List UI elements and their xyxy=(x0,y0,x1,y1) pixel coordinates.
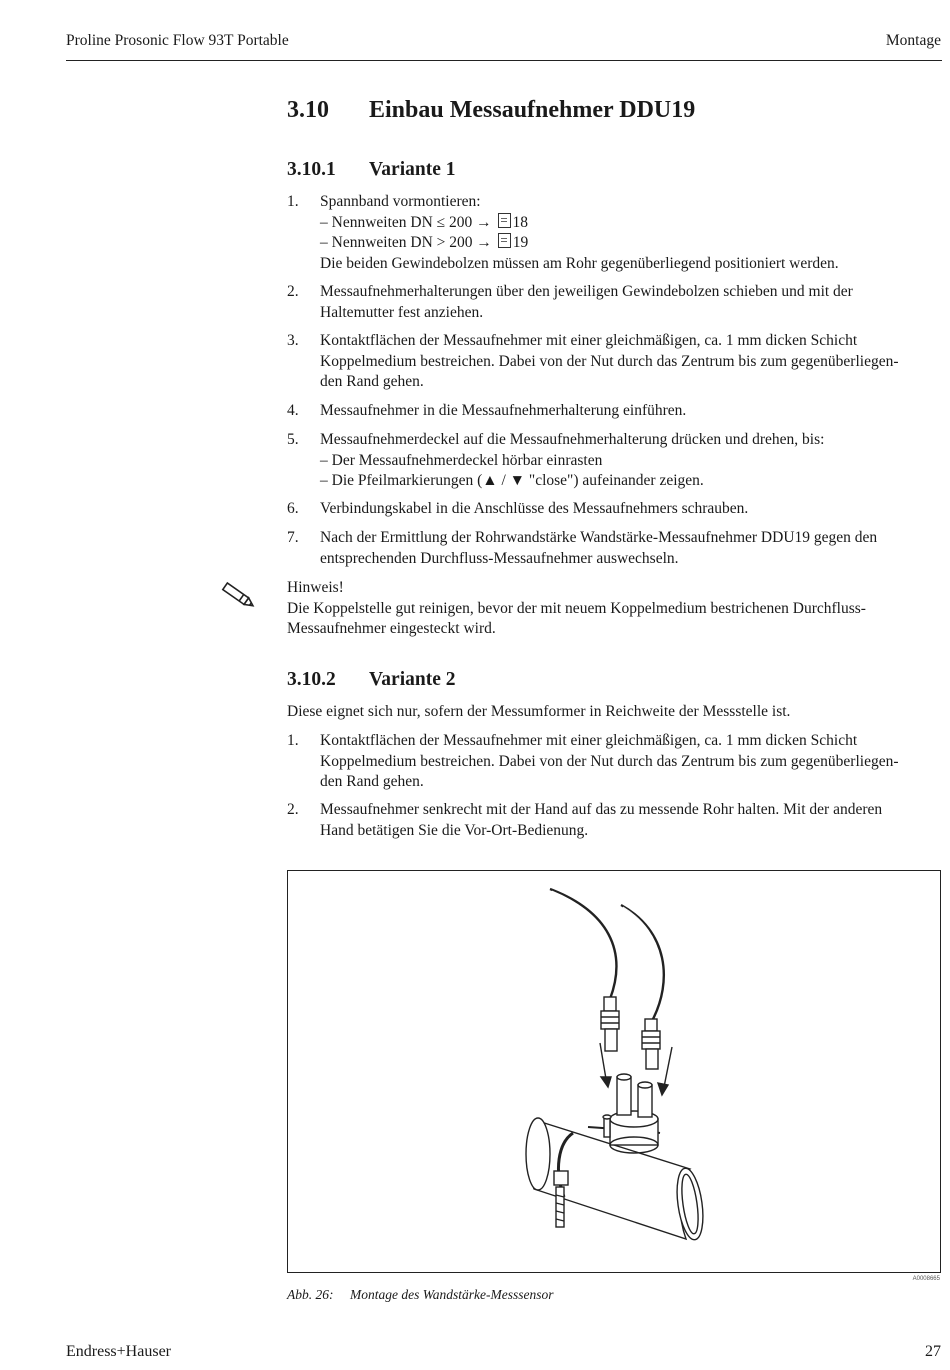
running-header-chapter: Montage xyxy=(885,32,941,49)
page-reference-icon xyxy=(498,233,511,248)
subsection-number: 3.10.1 xyxy=(287,159,336,180)
list-text: Spannband vormontieren: xyxy=(320,193,481,210)
list-item: 4. Messaufnehmer in die Messaufnehmerhalterung einführen. xyxy=(287,402,687,419)
list-item xyxy=(287,192,943,274)
subsection-title: Variante 1 xyxy=(369,159,456,180)
footer-brand: Endress+Hauser xyxy=(66,1343,171,1360)
note-title: Hinweis! xyxy=(287,579,344,596)
cross-reference[interactable]: – Nennweiten DN > 200 → 19 xyxy=(320,234,529,251)
note-text: Die Koppelstelle gut reinigen, bevor der mit neuem Koppelmedium bestrichenen Durchfluss- xyxy=(287,599,866,617)
section-heading xyxy=(287,97,695,124)
sensor-mounting-illustration xyxy=(288,871,940,1272)
list-item: 3. Kontaktflächen der Messaufnehmer mit einer gleichmäßigen, ca. 1 mm dicken Schicht Koppelmedium bestreichen. Dabei von der Nut durch das Zentrum bis zum gegenüberliegen- den Rand gehen. xyxy=(287,332,899,390)
figure-frame xyxy=(287,870,941,1273)
page-number-link[interactable]: 18 xyxy=(512,213,529,231)
list-item: 2. Messaufnehmer senkrecht mit der Hand auf das zu messende Rohr halten. Mit der anderen Hand betätigen Sie die Vor-Ort-Bedienung. xyxy=(287,801,883,839)
list-item: 2. Messaufnehmerhalterungen über den jeweiligen Gewindebolzen schieben und mit der Haltemutter fest anziehen. xyxy=(287,283,853,321)
figure-id: A0008665 xyxy=(912,1276,940,1282)
list-item: 1. Kontaktflächen der Messaufnehmer mit einer gleichmäßigen, ca. 1 mm dicken Schicht Koppelmedium bestreichen. Dabei von der Nut durch das Zentrum bis zum gegenüberliegen- den Rand gehen. xyxy=(287,732,899,790)
subsection-heading-variante-1 xyxy=(287,159,455,181)
note-text: Messaufnehmer eingesteckt wird. xyxy=(287,620,496,637)
list-item: 5. Messaufnehmerdeckel auf die Messaufnehmerhalterung drücken und drehen, bis: – Der Messaufnehmerdeckel hörbar einrasten – Die Pfeilmarkierungen (▲ / ▼ "close") aufeinander zeigen. xyxy=(287,431,825,489)
list-number: 1. xyxy=(287,193,299,210)
running-header-title: Proline Prosonic Flow 93T Portable xyxy=(66,32,289,49)
note-box xyxy=(287,578,943,640)
intro-paragraph: Diese eignet sich nur, sofern der Messumformer in Reichweite der Messstelle ist. xyxy=(287,703,791,720)
section-title: Einbau Messaufnehmer DDU19 xyxy=(369,97,696,123)
cross-reference[interactable]: – Nennweiten DN ≤ 200 → 18 xyxy=(320,213,529,231)
list-item: 6. Verbindungskabel in die Anschlüsse des Messaufnehmers schrauben. xyxy=(287,500,749,517)
subsection-heading-variante-2: 3.10.2 Variante 2 xyxy=(287,669,456,690)
page-number-link[interactable]: 19 xyxy=(512,234,529,251)
list-text: Die beiden Gewindebolzen müssen am Rohr gegenüberliegend positioniert werden. xyxy=(320,254,839,272)
section-number: 3.10 xyxy=(287,97,329,123)
list-item: 7. Nach der Ermittlung der Rohrwandstärke Wandstärke-Messaufnehmer DDU19 gegen den entsprechenden Durchfluss-Messaufnehmer auswechseln. xyxy=(287,529,878,567)
caption-text: Montage des Wandstärke-Messsensor xyxy=(350,1287,554,1302)
caption-label: Abb. 26: xyxy=(287,1287,334,1302)
figure-caption xyxy=(287,1287,553,1303)
pencil-note-icon xyxy=(218,580,260,612)
page-reference-icon xyxy=(498,213,511,228)
page-number: 27 xyxy=(925,1343,941,1360)
header-rule xyxy=(66,60,942,61)
